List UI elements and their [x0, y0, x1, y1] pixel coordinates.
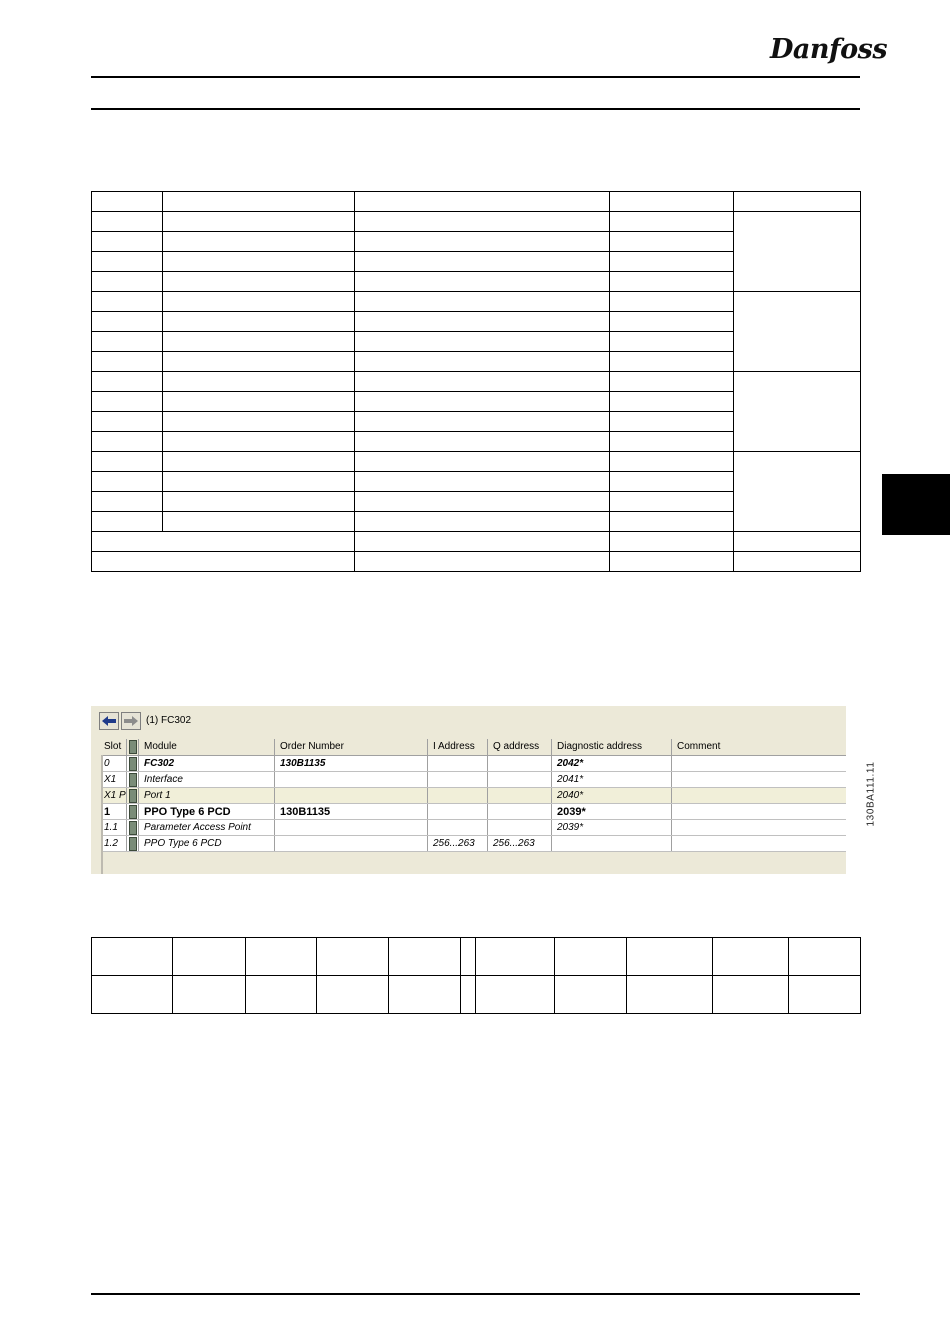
q-address-cell [488, 804, 552, 819]
table-row [92, 938, 861, 976]
order-number-cell [275, 820, 428, 835]
module-icon [129, 821, 137, 835]
module-cell: FC302 [139, 756, 275, 771]
comment-cell [672, 836, 846, 851]
navigation-buttons [99, 712, 141, 730]
diagnostic-address-cell: 2039* [552, 820, 672, 835]
arrow-right-icon [124, 716, 138, 726]
table-row[interactable] [101, 836, 846, 852]
back-button[interactable] [99, 712, 119, 730]
slot-cell: X1 [101, 772, 127, 787]
q-address-cell [488, 756, 552, 771]
table-row [92, 452, 861, 472]
module-table [101, 739, 846, 852]
i-address-cell [428, 820, 488, 835]
module-icon [129, 837, 137, 851]
q-address-cell [488, 772, 552, 787]
icon-cell [127, 756, 139, 771]
slot-cell: 0 [101, 756, 127, 771]
i-address-cell [428, 756, 488, 771]
slot-cell: 1.2 [101, 836, 127, 851]
order-number-cell [275, 788, 428, 803]
i-address-cell [428, 804, 488, 819]
telegram-table [91, 937, 861, 1014]
table-row[interactable] [101, 788, 846, 804]
table-row [92, 976, 861, 1014]
comment-cell [672, 788, 846, 803]
slot-cell: X1 P [101, 788, 127, 803]
device-icon [129, 757, 137, 771]
danfoss-logo: Danfoss [770, 34, 888, 65]
header-rule-bottom [91, 108, 860, 110]
chapter-tab-marker [882, 474, 950, 535]
order-number-cell [275, 836, 428, 851]
order-number-cell: 130B1135 [275, 804, 428, 819]
interface-icon [129, 773, 137, 787]
icon-cell [127, 772, 139, 787]
table-row[interactable] [101, 820, 846, 836]
diagnostic-address-cell: 2042* [552, 756, 672, 771]
comment-cell [672, 820, 846, 835]
module-cell: Port 1 [139, 788, 275, 803]
table-row [92, 532, 861, 552]
module-icon [129, 740, 137, 754]
figure-code: 130BA111.11 [865, 761, 877, 827]
q-address-cell [488, 788, 552, 803]
icon-cell [127, 836, 139, 851]
station-label: (1) FC302 [146, 715, 192, 726]
column-header-order-number[interactable]: Order Number [275, 739, 428, 755]
order-number-cell [275, 772, 428, 787]
hw-config-window [91, 706, 846, 874]
icon-cell [127, 820, 139, 835]
column-header-comment[interactable]: Comment [677, 741, 721, 752]
port-icon [129, 789, 137, 803]
q-address-cell [488, 820, 552, 835]
order-number-cell: 130B1135 [275, 756, 428, 771]
diagnostic-address-cell: 2039* [552, 804, 672, 819]
slot-cell: 1 [101, 804, 127, 819]
icon-cell [127, 804, 139, 819]
module-cell: Interface [139, 772, 275, 787]
header-rule-top [91, 76, 860, 78]
module-table-header [101, 739, 846, 756]
column-header-module[interactable]: Module [139, 739, 275, 755]
column-header-q-address[interactable]: Q address [488, 739, 552, 755]
module-cell: PPO Type 6 PCD [139, 836, 275, 851]
table-row[interactable] [101, 772, 846, 788]
table-row[interactable] [101, 756, 846, 772]
slot-cell: 1.1 [101, 820, 127, 835]
i-address-cell [428, 772, 488, 787]
table-row [92, 552, 861, 572]
module-icon [129, 805, 137, 819]
comment-cell [672, 756, 846, 771]
diagnostic-address-cell [552, 836, 672, 851]
icon-cell [127, 788, 139, 803]
column-header-i-address[interactable]: I Address [428, 739, 488, 755]
table-row [92, 292, 861, 312]
column-header-icon[interactable] [127, 739, 139, 755]
comment-cell [672, 804, 846, 819]
i-address-cell: 256...263 [428, 836, 488, 851]
diagnostic-address-cell: 2041* [552, 772, 672, 787]
footer-rule [91, 1293, 860, 1295]
table-row [92, 192, 861, 212]
module-cell: Parameter Access Point [139, 820, 275, 835]
column-header-diagnostic-address[interactable]: Diagnostic address [552, 739, 672, 755]
table-row [92, 212, 861, 232]
forward-button[interactable] [121, 712, 141, 730]
q-address-cell: 256...263 [488, 836, 552, 851]
window-left-border [101, 755, 103, 874]
parameter-table [91, 191, 861, 572]
diagnostic-address-cell: 2040* [552, 788, 672, 803]
arrow-left-icon [102, 716, 116, 726]
comment-cell [672, 772, 846, 787]
table-row[interactable] [101, 804, 846, 820]
module-cell: PPO Type 6 PCD [139, 804, 275, 819]
column-header-slot[interactable]: Slot [101, 739, 127, 755]
table-row [92, 372, 861, 392]
i-address-cell [428, 788, 488, 803]
